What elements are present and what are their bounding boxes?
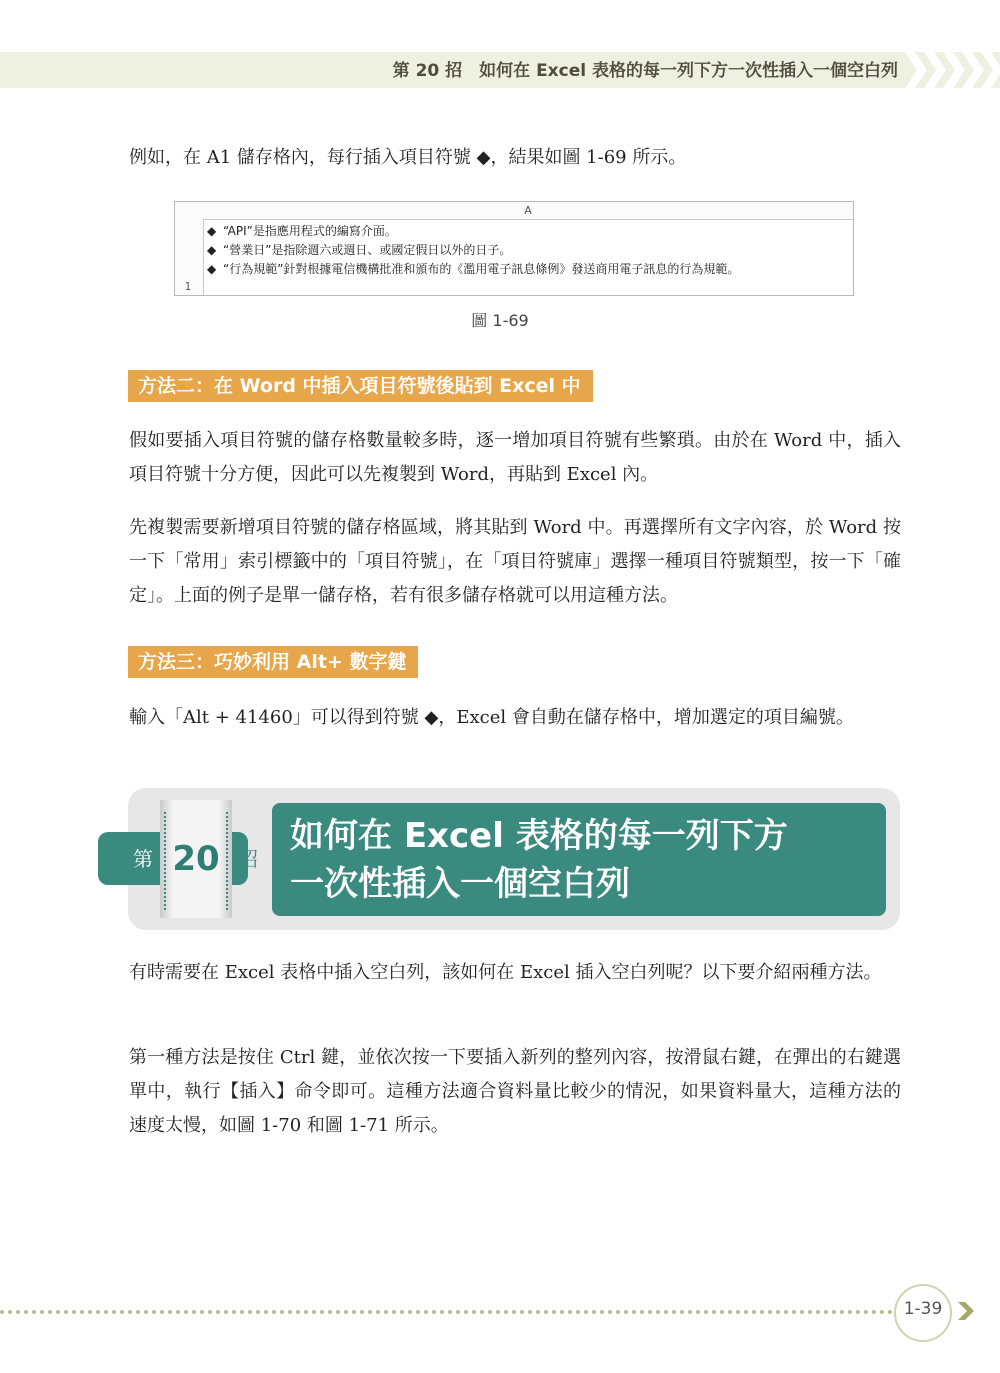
method-two-paragraph-2: 先複製需要新增項目符號的儲存格區域，將其貼到 Word 中。再選擇所有文字內容，於 Word 按一下「常用」索引標籤中的「項目符號」，在「項目符號庫」選擇一種項目符號類型，按一下「確定」。上面的例子是單一儲存格，若有很多儲存格就可以用這種方法。 [129, 517, 901, 606]
chevron-right-icon [958, 1302, 974, 1320]
dotted-divider [226, 812, 228, 910]
section-suffix: 招 [238, 847, 258, 871]
cell-line-text: “API”是指應用程式的編寫介面。 [223, 224, 397, 238]
cell-line [207, 241, 849, 260]
excel-figure-1-69 [174, 201, 854, 296]
figure-caption: 圖 1-69 [471, 311, 529, 330]
cell-a1-content [207, 222, 849, 279]
section-paragraph-1: 有時需要在 Excel 表格中插入空白列，該如何在 Excel 插入空白列呢？以下要介紹兩種方法。 [129, 962, 882, 983]
diamond-bullet-icon: ◆ [207, 224, 217, 238]
section-title-line-2: 一次性插入一個空白列 [290, 864, 630, 904]
method-two-heading: 方法二：在 Word 中插入項目符號後貼到 Excel 中 [128, 370, 593, 402]
method-two-paragraph-1: 假如要插入項目符號的儲存格數量較多時，逐一增加項目符號有些繁瑣。由於在 Word 中，插入項目符號十分方便，因此可以先複製到 Word，再貼到 Excel 內。 [129, 430, 901, 485]
running-header-title: 第 20 招 如何在 Excel 表格的每一列下方一次性插入一個空白列 [392, 61, 898, 81]
diamond-bullet-icon: ◆ [207, 262, 217, 276]
intro-paragraph: 例如，在 A1 儲存格內，每行插入項目符號 ◆，結果如圖 1-69 所示。 [129, 147, 687, 168]
cell-line-text: “行為規範”針對根據電信機構批准和頒布的《濫用電子訊息條例》發送商用電子訊息的行為規範。 [223, 262, 740, 276]
section-title [290, 812, 880, 908]
method-three-heading: 方法三：巧妙利用 Alt+ 數字鍵 [128, 646, 418, 678]
cell-line [207, 260, 849, 279]
section-title-line-1: 如何在 Excel 表格的每一列下方 [290, 816, 788, 856]
section-paragraph-2: 第一種方法是按住 Ctrl 鍵，並依次按一下要插入新列的整列內容，按滑鼠右鍵，在彈出的右鍵選單中，執行【插入】命令即可。這種方法適合資料量比較少的情況，如果資料量大，這種方法的速度太慢，如圖 1-70 和圖 1-71 所示。 [129, 1047, 901, 1136]
section-prefix: 第 [133, 847, 153, 871]
row-number: 1 [184, 280, 192, 293]
section-number: 20 [172, 839, 220, 879]
dotted-divider [164, 812, 166, 910]
header-chevrons-decoration [905, 52, 1000, 88]
footer-dotted-line [0, 1310, 893, 1314]
diamond-bullet-icon: ◆ [207, 243, 217, 257]
cell-line-text: “營業日”是指除週六或週日、或國定假日以外的日子。 [223, 243, 512, 257]
cell-line [207, 222, 849, 241]
page-number: 1-39 [903, 1299, 943, 1319]
column-header-a: A [203, 202, 853, 220]
method-three-paragraph: 輸入「Alt + 41460」可以得到符號 ◆，Excel 會自動在儲存格中，增加選定的項目編號。 [129, 707, 854, 728]
